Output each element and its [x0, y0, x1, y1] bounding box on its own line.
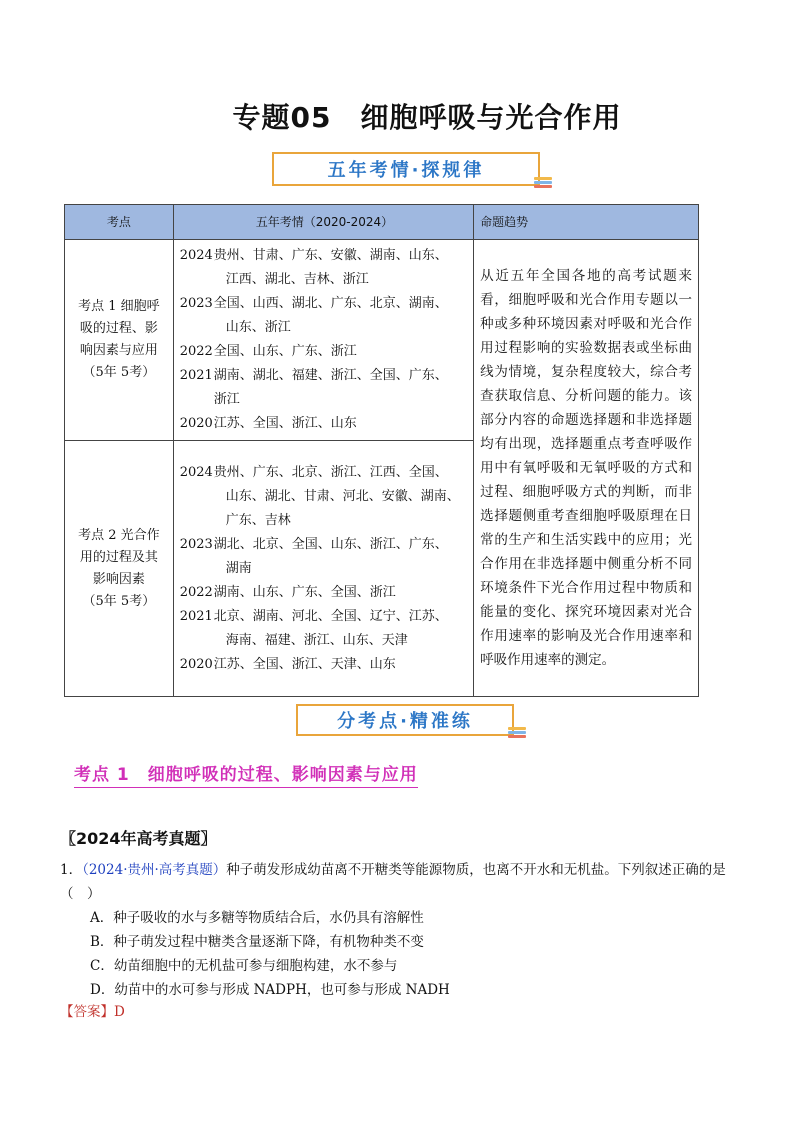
table-row [65, 240, 699, 441]
year-entry: 2023 湖北、北京、全国、山东、浙江、广东、 湖南 [179, 536, 448, 576]
question-stem: 1．（2024·贵州·高考真题）种子萌发形成幼苗离不开糖类等能源物质，也离不开水和无机盐。下列叙述正确的是（ ） [60, 862, 726, 902]
banner-five-year-label: 五年考情·探规律 [327, 160, 485, 181]
question [60, 858, 740, 1002]
topic-line: 响因素与应用 [79, 343, 158, 358]
year-entry: 2022 湖南、山东、广东、全国、浙江 [179, 584, 396, 600]
option-c: C．幼苗细胞中的无机盐可参与细胞构建，水不参与 [90, 958, 398, 974]
option-a: A．种子吸收的水与多糖等物质结合后，水仍具有溶解性 [90, 910, 424, 926]
year-entry: 2021 湖南、湖北、福建、浙江、全国、广东、 浙江 [179, 368, 448, 407]
years-cell [173, 240, 473, 441]
topic-line: 用的过程及其 [79, 549, 158, 565]
topic-line: 吸的过程、影 [79, 321, 158, 336]
year-entry: 2024 贵州、广东、北京、浙江、江西、全国、 山东、湖北、甘肃、河北、安徽、湖南、 广东、吉林 [179, 464, 460, 528]
topic-line: （5年 5考） [82, 365, 156, 380]
option-b: B．种子萌发过程中糖类含量逐渐下降，有机物种类不变 [90, 934, 424, 950]
table-header-row [65, 205, 699, 240]
topic-line: （5年 5考） [82, 593, 156, 609]
banner-practice [296, 704, 514, 736]
topic-cell [65, 441, 174, 697]
header-trend: 命题趋势 [474, 205, 699, 240]
answer-label: 【答案】 [60, 1004, 114, 1020]
books-icon [534, 176, 552, 190]
question-source: （2024·贵州·高考真题） [82, 862, 227, 878]
banner-practice-label: 分考点·精准练 [337, 711, 473, 732]
section-heading: 考点 1 细胞呼吸的过程、影响因素与应用 [74, 760, 418, 788]
year-entry: 2020 江苏、全国、浙江、山东 [179, 416, 357, 431]
year-entry: 2022 全国、山东、广东、浙江 [179, 344, 357, 359]
trend-cell: 从近五年全国各地的高考试题来看，细胞呼吸和光合作用专题以一种或多种环境因素对呼吸和光合作用过程影响的实验数据表或坐标曲线为情境，复杂程度较大，综合考查获取信息、分析问题的能力。该部分内容的命题选择题和非选择题均有出现，选择题重点考查呼吸作用中有氧呼吸和无氧呼吸的方式和过程、细胞呼吸方式的判断，而非选择题侧重考查细胞呼吸原理在日常的生产和生活实践中的应用；光合作用在非选择题中侧重分析不同环境条件下光合作用过程中物质和能量的变化、探究环境因素对光合作用速率的影响及光合作用速率和呼吸作用速率的测定。 [474, 240, 699, 697]
header-topic: 考点 [65, 205, 174, 240]
books-icon [508, 726, 526, 740]
years-cell [173, 441, 473, 697]
year-entry: 2024 贵州、甘肃、广东、安徽、湖南、山东、 江西、湖北、吉林、浙江 [179, 248, 448, 287]
banner-five-year [272, 152, 540, 186]
option-d: D．幼苗中的水可参与形成 NADPH，也可参与形成 NADH [90, 982, 450, 998]
summary-table [64, 204, 699, 697]
answer [60, 1000, 125, 1020]
year-entry: 2020 江苏、全国、浙江、天津、山东 [179, 656, 396, 672]
year-entry: 2023 全国、山西、湖北、广东、北京、湖南、 山东、浙江 [179, 296, 448, 335]
year-heading: 〖2024年高考真题〗 [60, 829, 217, 848]
topic-cell [65, 240, 174, 441]
year-entry: 2021 北京、湖南、河北、全国、辽宁、江苏、 海南、福建、浙江、山东、天津 [179, 608, 448, 648]
topic-line: 考点 1 细胞呼 [78, 299, 160, 314]
topic-line: 影响因素 [92, 571, 145, 587]
header-years: 五年考情（2020-2024） [173, 205, 473, 240]
page-title: 专题05 细胞呼吸与光合作用 [232, 101, 622, 134]
topic-line: 考点 2 光合作 [78, 527, 160, 543]
answer-value: D [114, 1004, 125, 1020]
